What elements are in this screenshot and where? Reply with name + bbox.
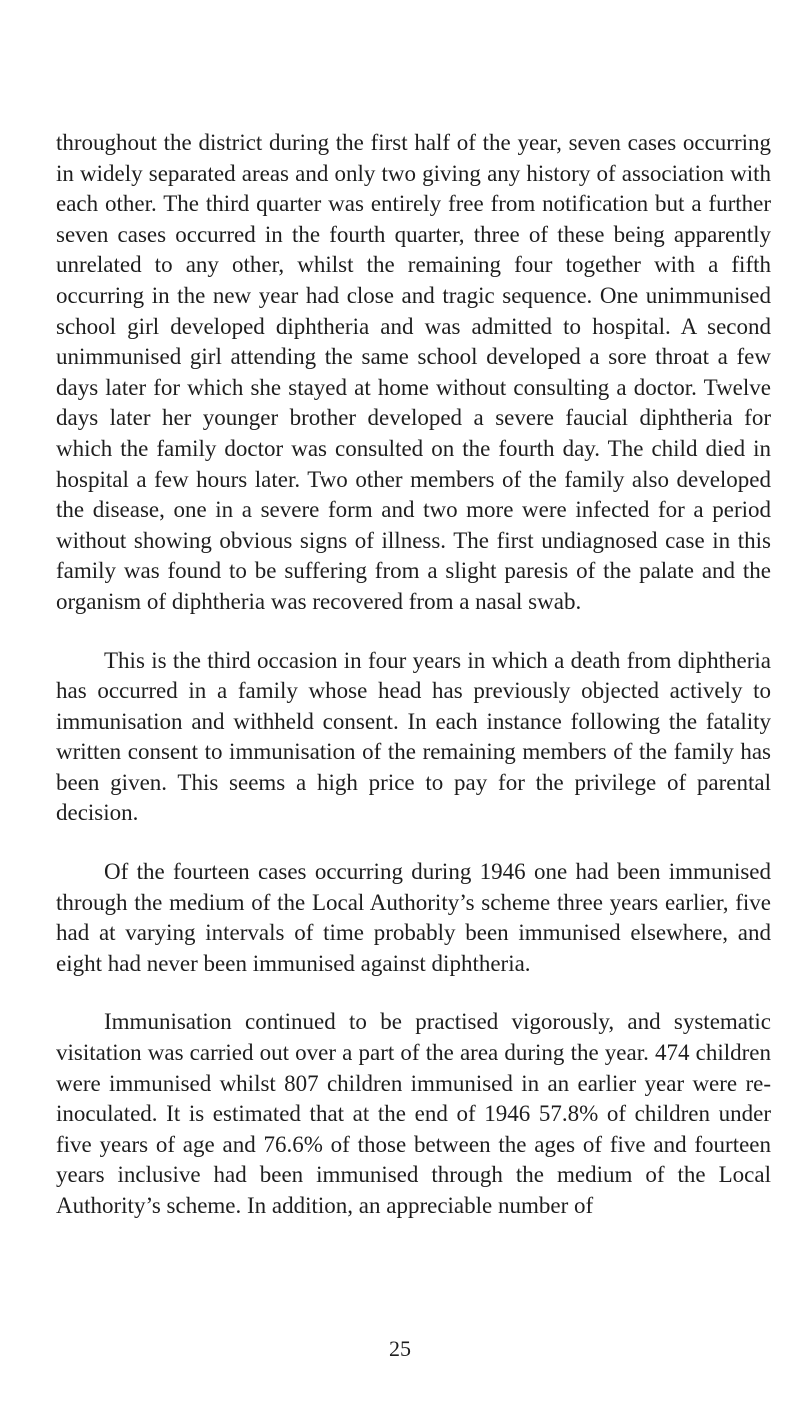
paragraph-gap: [56, 979, 771, 1007]
paragraph-outbreak-account: throughout the district during the first half of the year, seven cases occurring in widely separated areas and only two giving any history of association with each other. The third quarter was entirely free from notification but a further seven cases occurred in the fourth quarter, three of these being apparently unrelated to any other, whilst the remaining four together with a fifth occurring in the new year had close and tragic sequence. One unimmunised school girl developed diphtheria and was admitted to hospital. A second unimmunised girl attending the same school developed a sore throat a few days later for which she stayed at home without consulting a doctor. Twelve days later her younger brother developed a severe faucial diphtheria for which the family doctor was consulted on the fourth day. The child died in hospital a few hours later. Two other members of the family also developed the disease, one in a severe form and two more were infected for a period without showing obvious signs of illness. The first undiagnosed case in this family was found to be suffering from a slight paresis of the palate and the organism of diphtheria was recovered from a nasal swab.: [56, 130, 771, 614]
document-body: [56, 128, 771, 1222]
page-number: 25: [389, 1336, 411, 1361]
paragraph-fourteen-cases: Of the fourteen cases occurring during 1946 one had been immunised through the medium of the Local Authority’s scheme three years earlier, five had at varying intervals of time probably been immunised elsewhere, and eight had never been immunised against diphtheria.: [56, 859, 771, 976]
paragraph-gap: [56, 618, 771, 646]
paragraph-gap: [56, 829, 771, 857]
paragraph-third-occasion: This is the third occasion in four years in which a death from diphtheria has occurred in a family whose head has previously objected actively to immunisation and withheld consent. In each instance following the fatality written consent to immunisation of the remaining members of the family has been given. This seems a high price to pay for the privilege of parental decision.: [56, 647, 771, 826]
paragraph-immunisation: Immunisation continued to be practised vigorously, and systematic visitation was carried out over a part of the area during the year. 474 children were immunised whilst 807 children immunised in an earlier year were re-inoculated. It is estimated that at the end of 1946 57.8% of children under five years of age and 76.6% of those between the ages of five and fourteen years inclusive had been immunised through the medium of the Local Authority’s scheme. In addition, an appreciable number of: [56, 1009, 771, 1218]
